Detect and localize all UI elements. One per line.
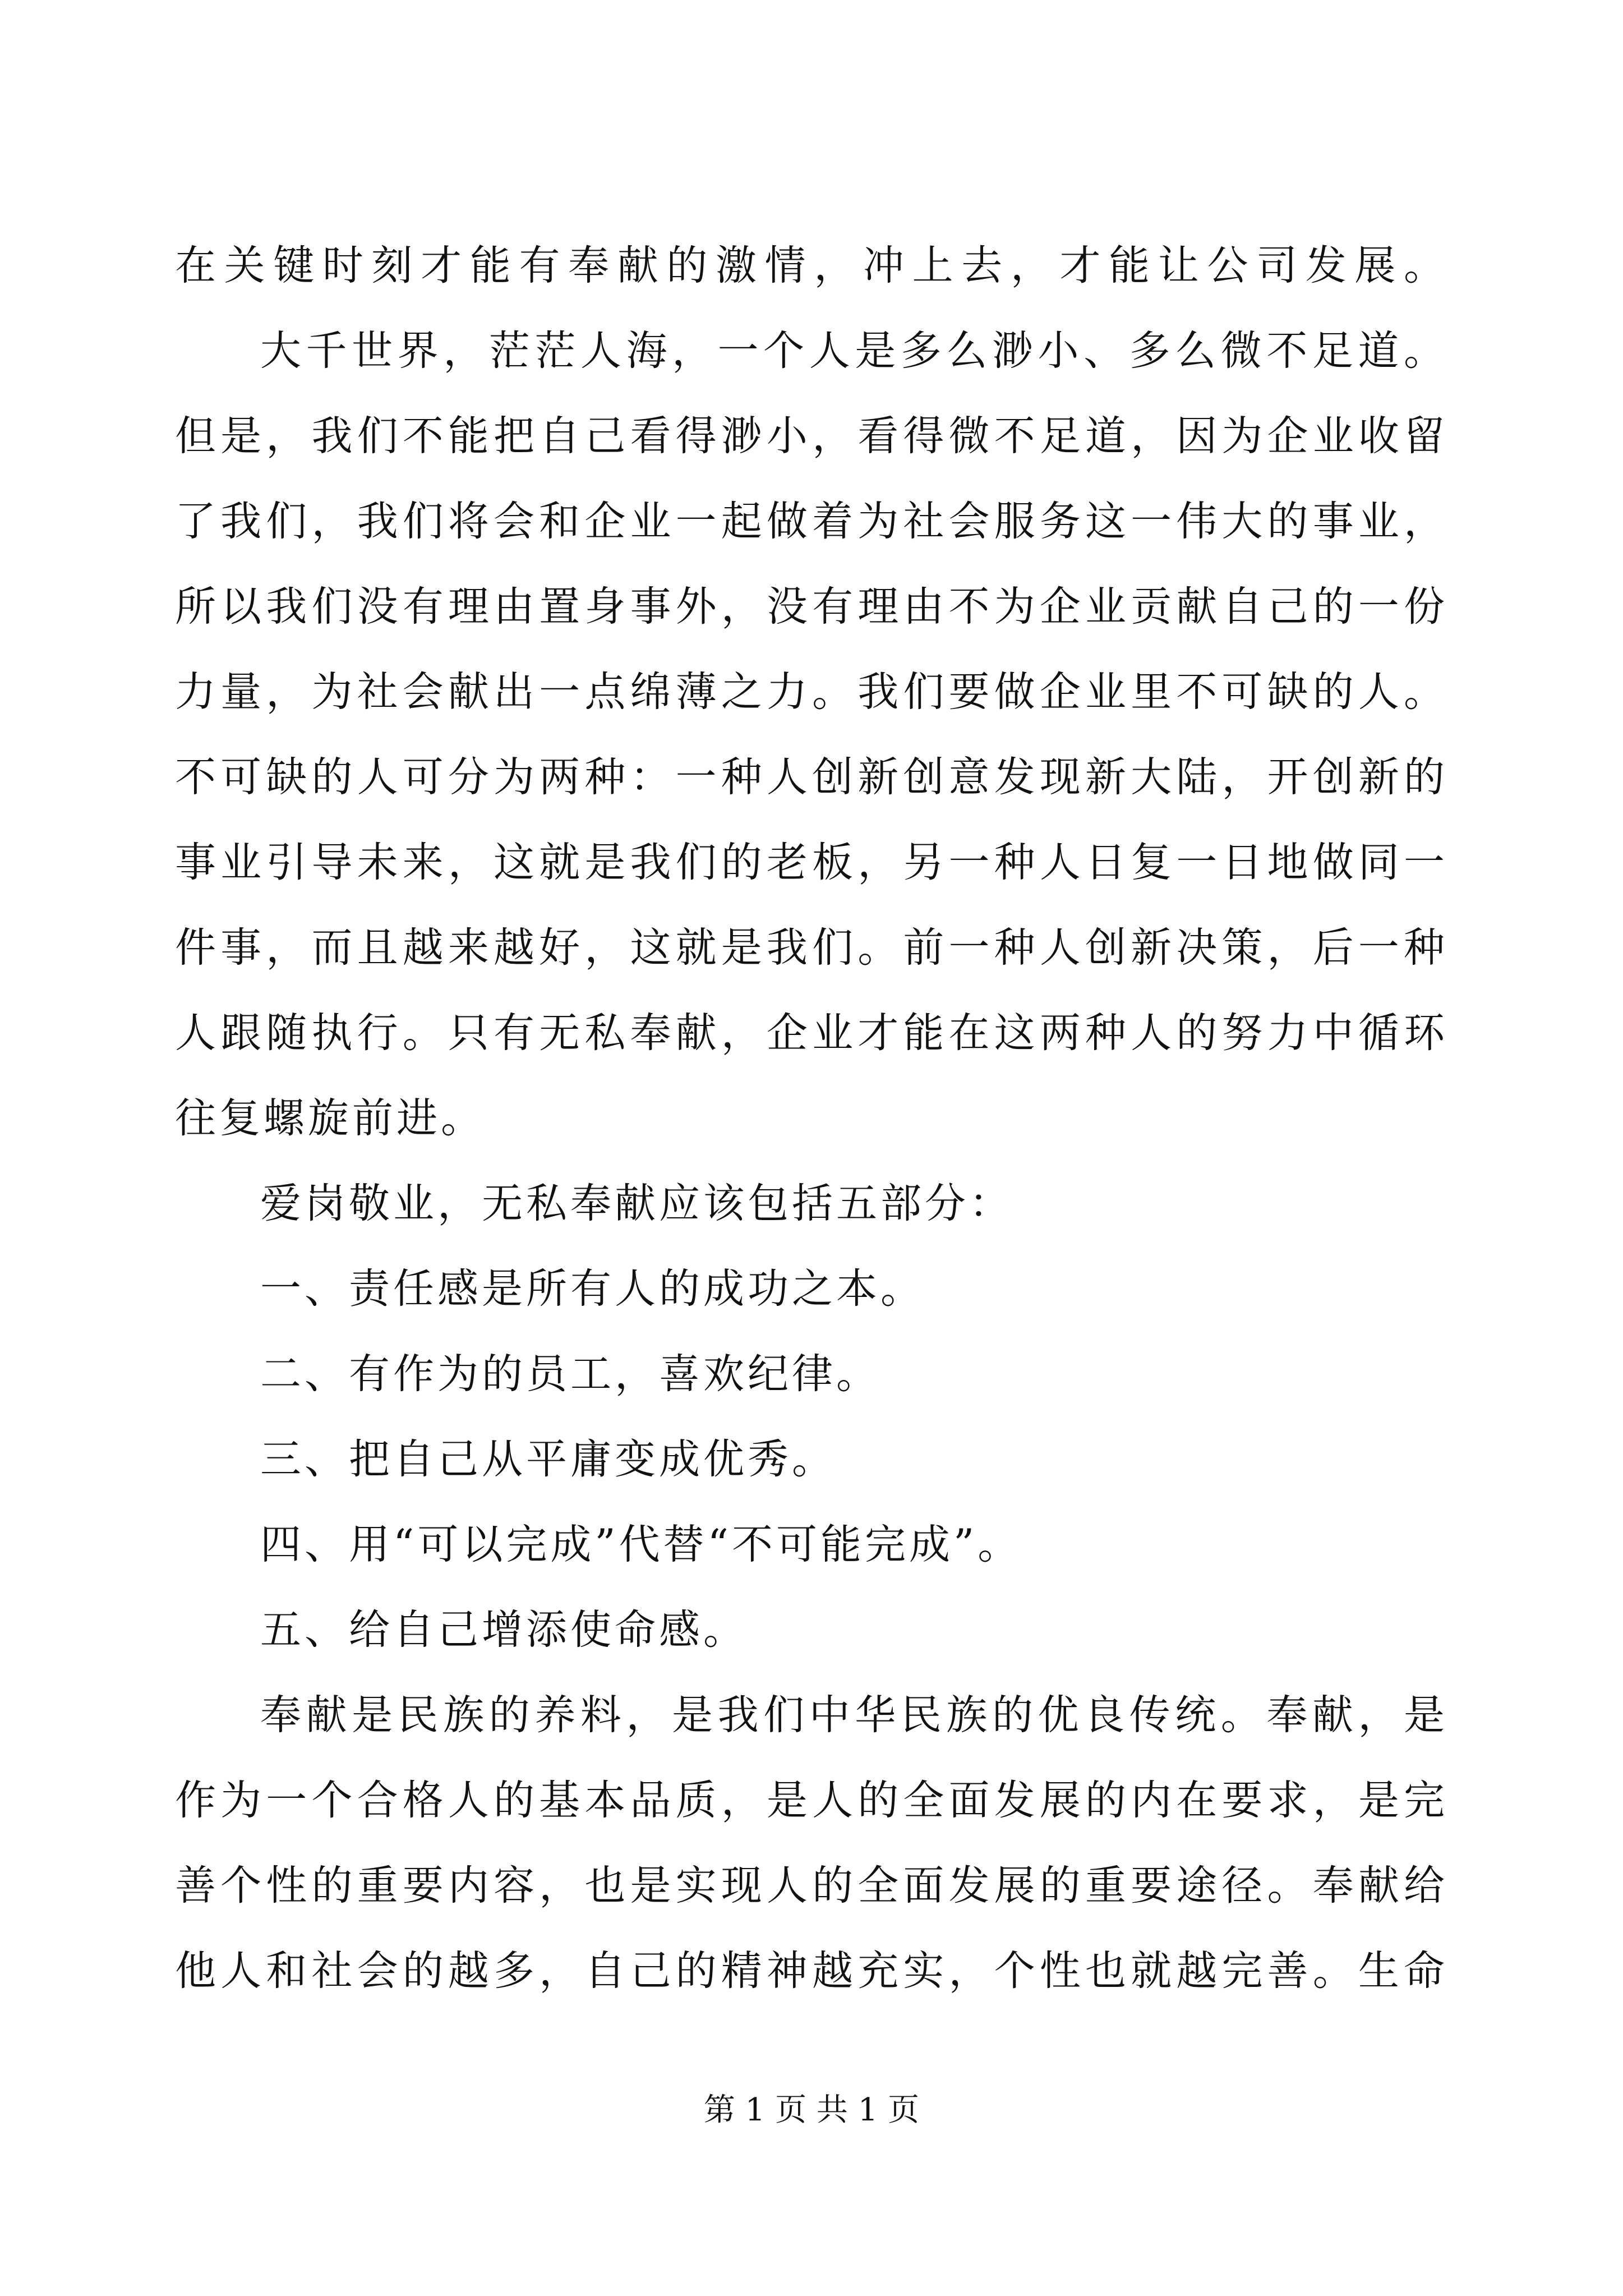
text-line: 力量，为社会献出一点绵薄之力。我们要做企业里不可缺的人。 xyxy=(175,668,1448,716)
paragraph-start-line: 大千世界，茫茫人海，一个人是多么渺小、多么微不足道。 xyxy=(260,327,1448,375)
text-line: 在关键时刻才能有奉献的激情，冲上去，才能让公司发展。 xyxy=(175,242,1448,289)
text-line: 人跟随执行。只有无私奉献，企业才能在这两种人的努力中循环 xyxy=(175,1009,1448,1057)
text-line: 了我们，我们将会和企业一起做着为社会服务这一伟大的事业， xyxy=(175,498,1448,545)
text-line: 往复螺旋前进。 xyxy=(175,1094,485,1142)
page-footer: 第 1 页 共 1 页 xyxy=(703,2092,920,2128)
list-item: 二、有作为的员工，喜欢纪律。 xyxy=(260,1350,880,1398)
list-item: 三、把自己从平庸变成优秀。 xyxy=(260,1435,836,1483)
text-line: 他人和社会的越多，自己的精神越充实，个性也就越完善。生命 xyxy=(175,1947,1448,1995)
list-item: 四、用“可以完成”代替“不可能完成”。 xyxy=(260,1521,1022,1568)
text-line: 不可缺的人可分为两种：一种人创新创意发现新大陆，开创新的 xyxy=(175,753,1448,801)
text-line: 件事，而且越来越好，这就是我们。前一种人创新决策，后一种 xyxy=(175,924,1448,972)
text-line: 作为一个合格人的基本品质，是人的全面发展的内在要求，是完 xyxy=(175,1777,1448,1824)
text-line: 善个性的重要内容，也是实现人的全面发展的重要途径。奉献给 xyxy=(175,1862,1448,1910)
text-line: 事业引导未来，这就是我们的老板，另一种人日复一日地做同一 xyxy=(175,839,1448,886)
list-intro-line: 爱岗敬业，无私奉献应该包括五部分： xyxy=(260,1180,1013,1227)
text-line: 所以我们没有理由置身事外，没有理由不为企业贡献自己的一份 xyxy=(175,583,1448,631)
list-item: 一、责任感是所有人的成功之本。 xyxy=(260,1265,925,1313)
paragraph-start-line: 奉献是民族的养料，是我们中华民族的优良传统。奉献，是 xyxy=(260,1691,1448,1739)
list-item: 五、给自己增添使命感。 xyxy=(260,1606,748,1654)
text-line: 但是，我们不能把自己看得渺小，看得微不足道，因为企业收留 xyxy=(175,412,1448,460)
document-body xyxy=(175,223,1448,2014)
